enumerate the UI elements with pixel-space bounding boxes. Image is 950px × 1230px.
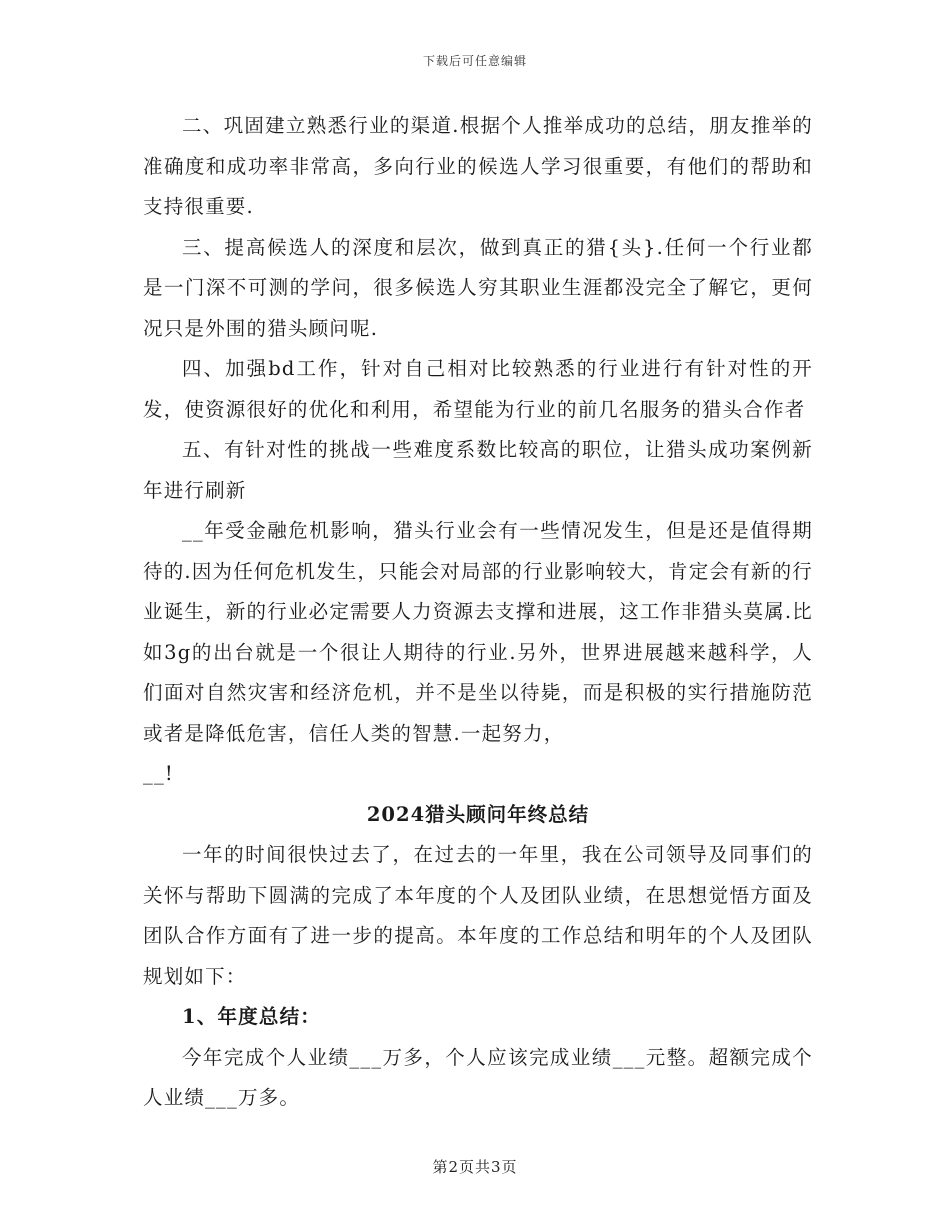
closing-line: __!	[143, 762, 174, 785]
section-title: 2024猎头顾问年终总结	[366, 802, 590, 826]
summary-paragraph: 今年完成个人业绩___万多，个人应该完成业绩___元整。超额完成个人业绩___万多。	[143, 1045, 813, 1109]
subheading-annual-summary: 1、年度总结：	[182, 1005, 321, 1028]
paragraph-item-5: 五、有针对性的挑战一些难度系数比较高的职位，让猎头成功案例新年进行刷新	[143, 438, 813, 502]
paragraph-outlook: __年受金融危机影响，猎头行业会有一些情况发生，但是还是值得期待的.因为任何危机发生，只能会对局部的行业影响较大，肯定会有新的行业诞生，新的行业必定需要人力资源去支撑和进展，这工作非猎头莫属.比如3g的出台就是一个很让人期待的行业.另外，世界进展越来越科学，人们面对自然灾害和经济危机，并不是坐以待毙，而是积极的实行措施防范或者是降低危害，信任人类的智慧.一起努力，	[143, 519, 813, 745]
page-number-footer: 第2页共3页	[432, 1158, 518, 1176]
intro-paragraph: 一年的时间很快过去了，在过去的一年里，我在公司领导及同事们的关怀与帮助下圆满的完成了本年度的个人及团队业绩，在思想觉悟方面及团队合作方面有了进一步的提高。本年度的工作总结和明年的个人及团队规划如下：	[143, 843, 813, 988]
paragraph-item-3: 三、提高候选人的深度和层次，做到真正的猎{头}.任何一个行业都是一门深不可测的学问，很多候选人穷其职业生涯都没完全了解它，更何况只是外围的猎头顾问呢.	[143, 235, 813, 340]
document-body	[143, 106, 813, 1119]
paragraph-item-4: 四、加强bd工作，针对自己相对比较熟悉的行业进行有针对性的开发，使资源很好的优化和利用，希望能为行业的前几名服务的猎头合作者	[143, 357, 813, 421]
paragraph-item-2: 二、巩固建立熟悉行业的渠道.根据个人推举成功的总结，朋友推举的准确度和成功率非常高，多向行业的候选人学习很重要，有他们的帮助和支持很重要.	[143, 114, 813, 218]
page-header-note: 下载后可任意编辑	[422, 54, 527, 68]
